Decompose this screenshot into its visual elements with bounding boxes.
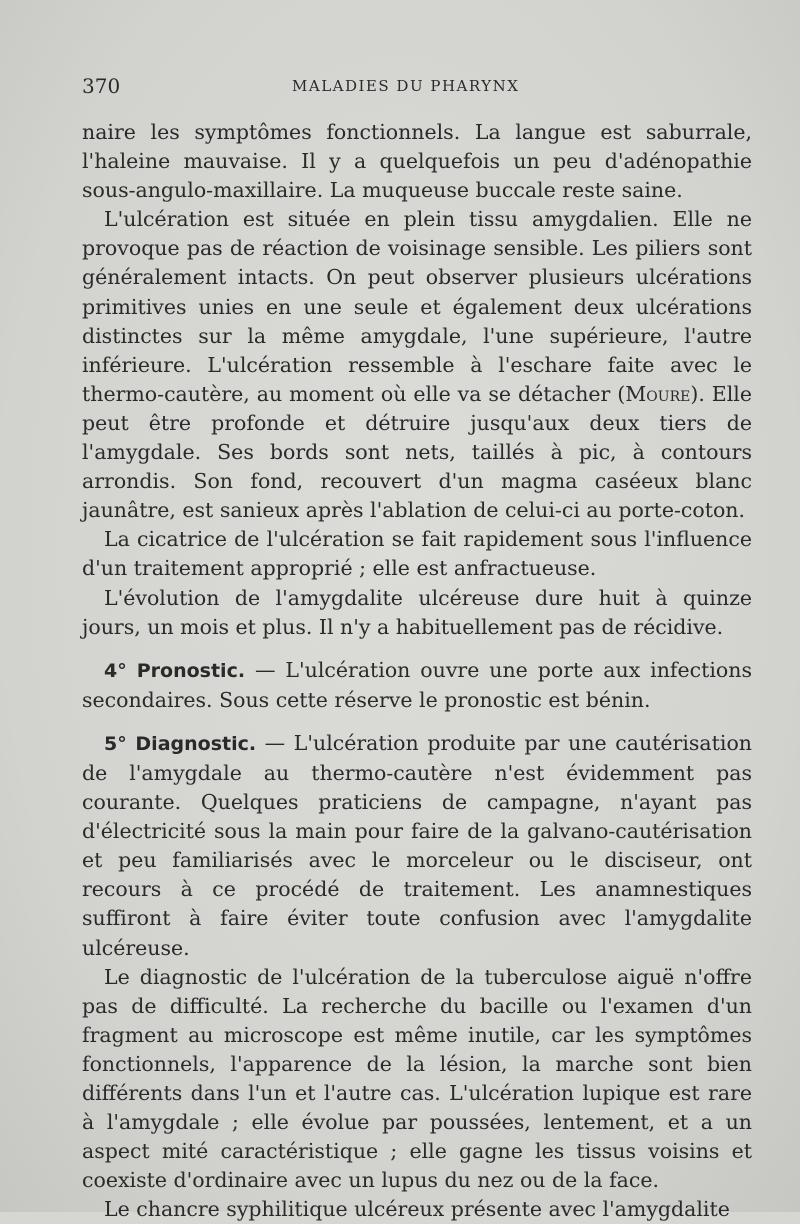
page-number: 370	[82, 74, 121, 98]
paragraph-4: L'évolution de l'amygdalite ulcéreuse dure huit à quinze jours, un mois et plus. Il n'y a habituellement pas de récidive.	[82, 585, 752, 639]
paragraph-3: La cicatrice de l'ulcération se fait rapidement sous l'influence d'un traitement approprié ; elle est anfractueuse.	[82, 527, 752, 581]
section-diagnostic: 5° Diagnostic. — L'ulcération produite par une cautérisation de l'amygdale au thermo-cautère n'est évidemment pas courante. Quelques praticiens de campagne, n'ayant pas d'électricité sous la main pour faire de la galvano-cautérisation et peu familiarisés avec le morceleur ou le disciseur, ont recours à ce procédé de traitement. Les anamnestiques suffiront à faire éviter toute confusion avec l'amygdalite ulcéreuse.	[82, 730, 752, 960]
paragraph-chancre: Le chancre syphilitique ulcéreux présente avec l'amygdalite	[104, 1197, 730, 1222]
section-heading-diagnostic: 5° Diagnostic.	[104, 732, 257, 755]
paragraph-1: naire les symptômes fonctionnels. La langue est saburrale, l'haleine mauvaise. Il y a quelquefois un peu d'adénopathie sous-angulo-maxillaire. La muqueuse buccale reste saine.	[82, 120, 752, 203]
running-title: MALADIES DU PHARYNX	[292, 77, 520, 95]
section-pronostic: 4° Pronostic. — L'ulcération ouvre une porte aux infections secondaires. Sous cette réserve le pronostic est bénin.	[82, 657, 752, 712]
running-head	[82, 74, 750, 100]
paragraph-tuberculose: Le diagnostic de l'ulcération de la tuberculose aiguë n'offre pas de difficulté. La recherche du bacille ou l'examen d'un fragment au microscope est même inutile, car les symptômes fonctionnels, l'apparence de la lésion, la marche sont bien différents dans l'un et l'autre cas. L'ulcération lupique est rare à l'amygdale ; elle évolue par poussées, lentement, et a un aspect mité caractéristique ; elle gagne les tissus voisins et coexiste d'ordinaire avec un lupus du nez ou de la face.	[82, 964, 752, 1193]
paragraph-2: L'ulcération est située en plein tissu amygdalien. Elle ne provoque pas de réaction de voisinage sensible. Les piliers sont généralement intacts. On peut observer plusieurs ulcérations primitives unies en une seule et également deux ulcérations distinctes sur la même amygdale, l'une supérieure, l'autre inférieure. L'ulcération ressemble à l'eschare faite avec le thermo-cautère, au moment où elle va se détacher (Moure). Elle peut être profonde et détruire jusqu'aux deux tiers de l'amygdale. Ses bords sont nets, taillés à pic, à contours arrondis. Son fond, recouvert d'un magma caséeux blanc jaunâtre, est sanieux après l'ablation de celui-ci au porte-coton.	[82, 207, 752, 523]
author-citation: Moure	[625, 381, 691, 406]
body-text	[82, 118, 752, 1224]
section-heading-pronostic: 4° Pronostic.	[104, 659, 246, 682]
